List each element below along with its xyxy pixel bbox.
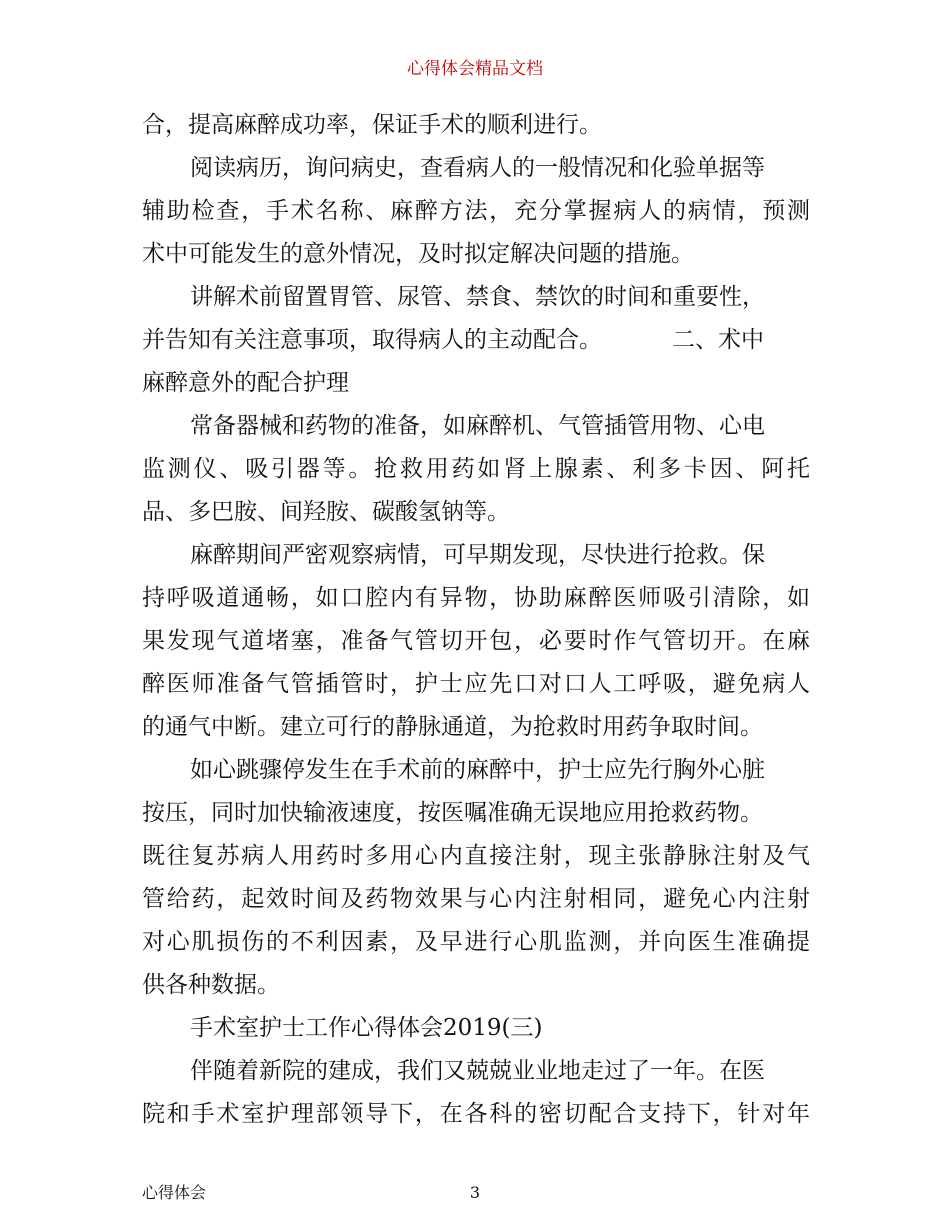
document-body (142, 104, 810, 1136)
page-number: 3 (469, 1183, 481, 1202)
body-line: 按压，同时加快输液速度，按医嘱准确无误地应用抢救药物。 (142, 800, 763, 826)
body-line: 合，提高麻醉成功率，保证手术的顺利进行。 (142, 112, 602, 138)
body-line: 监测仪、吸引器等。抢救用药如肾上腺素、利多卡因、阿托 (142, 456, 810, 482)
body-line: 阅读病历，询问病史，查看病人的一般情况和化验单据等 (190, 155, 765, 181)
body-line: 醉医师准备气管插管时，护士应先口对口人工呼吸，避免病人 (142, 671, 810, 697)
body-line: 讲解术前留置胃管、尿管、禁食、禁饮的时间和重要性， (190, 284, 765, 310)
body-line-with-heading (142, 319, 810, 362)
section-heading-part: 二、术中 (672, 327, 764, 353)
section-title-line: 手术室护士工作心得体会2019(三) (190, 1015, 543, 1041)
body-line: 既往复苏病人用药时多用心内直接注射，现主张静脉注射及气 (142, 843, 810, 869)
body-line: 的通气中断。建立可行的静脉通道，为抢救时用药争取时间。 (142, 714, 763, 740)
body-line: 麻醉期间严密观察病情，可早期发现，尽快进行抢救。保 (190, 542, 765, 568)
body-line: 果发现气道堵塞，准备气管切开包，必要时作气管切开。在麻 (142, 628, 810, 654)
body-line: 辅助检查，手术名称、麻醉方法，充分掌握病人的病情，预测 (142, 198, 810, 224)
body-line-text: 并告知有关注意事项，取得病人的主动配合。 (142, 327, 602, 353)
body-line: 供各种数据。 (142, 972, 280, 998)
body-line: 管给药，起效时间及药物效果与心内注射相同，避免心内注射 (142, 886, 810, 912)
body-line: 品、多巴胺、间羟胺、碳酸氢钠等。 (142, 499, 510, 525)
body-line: 术中可能发生的意外情况，及时拟定解决问题的措施。 (142, 241, 694, 267)
body-line: 常备器械和药物的准备，如麻醉机、气管插管用物、心电 (190, 413, 765, 439)
footer-label: 心得体会 (142, 1183, 207, 1202)
body-line: 院和手术室护理部领导下，在各科的密切配合支持下，针对年 (142, 1101, 810, 1127)
section-heading-line: 麻醉意外的配合护理 (142, 370, 349, 396)
body-line: 伴随着新院的建成，我们又兢兢业业地走过了一年。在医 (190, 1058, 765, 1084)
page-header-title: 心得体会精品文档 (407, 59, 543, 79)
body-line: 持呼吸道通畅，如口腔内有异物，协助麻醉医师吸引清除，如 (142, 585, 810, 611)
body-line: 如心跳骤停发生在手术前的麻醉中，护士应先行胸外心脏 (190, 757, 765, 783)
body-line: 对心肌损伤的不利因素，及早进行心肌监测，并向医生准确提 (142, 929, 810, 955)
